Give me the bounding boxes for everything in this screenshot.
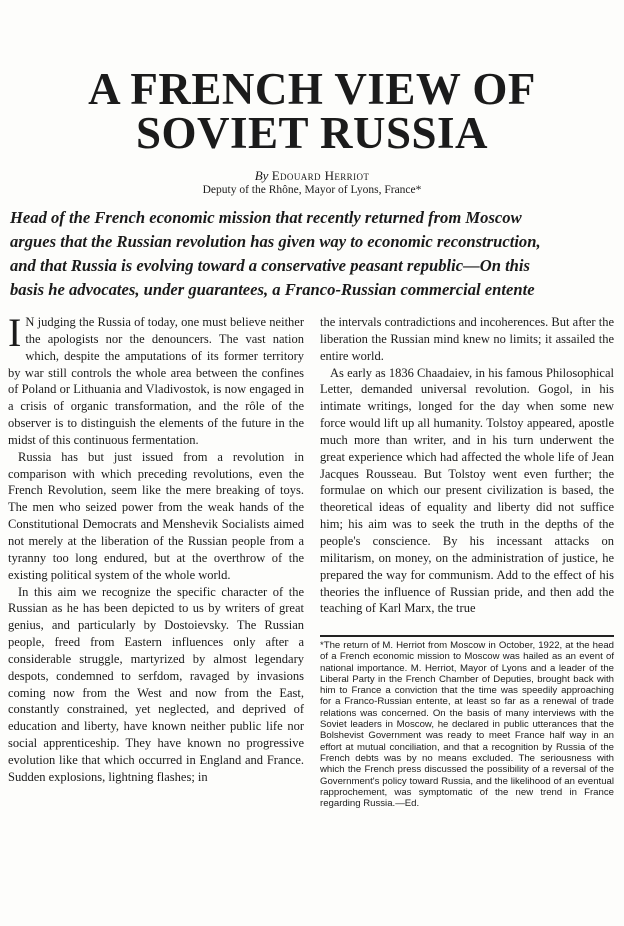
byline (0, 168, 624, 184)
article-title-line-2: SOVIET RUSSIA (135, 108, 489, 158)
deck-line: argues that the Russian revolution has given way to economic reconstruction, (10, 232, 541, 251)
author-affiliation: Deputy of the Rhône, Mayor of Lyons, France* (202, 184, 422, 196)
drop-cap: I (8, 310, 22, 355)
body-paragraph: In this aim we recognize the specific character of the Russian as he has been depicted to us by writers of great genius, and particularly by Dostoievsky. The Russian people, freed from Eastern influences only after a considerable struggle, martyrized by almost legendary despots, condemned to serfdom, ravaged by invasions coming now from the West and now from the East, constantly constrained, yet neglected, and deprived of education and liberty, have known neither public life nor social apprenticeship. They have known no progressive evolution like that which occurred in England and France. Sudden explosions, lightning flashes; in (8, 584, 304, 784)
body-paragraph: As early as 1836 Chaadaiev, in his famous Philosophical Letter, demanded universal revolution. Gogol, in his intimate writings, longed for the day when some new force would lift up all humanity. Tolstoy appeared, apostle much more than writer, and in his turn underwent the great experience which had affected the whole life of Jean Jacques Rousseau. But Tolstoy went even further; the formulae on which our present civilization is based, the theoretical ideas of equality and liberty did not suffice him; his aim was to seek the truth in the depths of the people's conscience. By his incessant attacks on militarism, on money, on the administration of justice, he prepared the way for communism. Add to the effect of his theories the influence of Russian pride, and then add the teaching of Karl Marx, the true (320, 365, 614, 616)
body-paragraph: the intervals contradictions and incoherences. But after the liberation the Russian mind knew no limits; it assailed the entire world. (320, 315, 614, 363)
paragraph-text: N judging the Russia of today, one must believe neither the apologists nor the denouncers. The vast nation which, despite the amputations of its former territory by war still controls the whole area between the confines of Poland or Lithuania and Vladivostok, is now engaged in a crisis of organic transformation, and the rôle of the observer is to distinguish the elements of the future in the midst of this continuous fermentation. (8, 315, 304, 447)
footnote-divider (320, 635, 614, 637)
deck-line: basis he advocates, under guarantees, a Franco-Russian commercial entente (10, 280, 535, 299)
article-deck (10, 206, 614, 302)
author-name: Edouard Herriot (271, 168, 370, 183)
deck-line: and that Russia is evolving toward a conservative peasant republic—On this (10, 256, 530, 275)
body-paragraph (8, 310, 304, 449)
article-title-line-1: A FRENCH VIEW OF (88, 64, 536, 114)
editor-footnote: *The return of M. Herriot from Moscow in October, 1922, at the head of a French economic mission to Moscow was hailed as an event of national importance. M. Herriot, Mayor of Lyons and a leader of the Liberal Party in the French Chamber of Deputies, brought back with him to France a conviction that the time was speedily approaching for a Franco-Russian entente, at least so far as a renewal of trade relations was concerned. On the basis of many interviews with the Soviet leaders in Moscow, he declared in public utterances that the Bolshevist Government was ready to meet France half way in an effort at mutual conciliation, and that a recognition by Russia of the French debts was by no means excluded. The seriousness with which the French press discussed the possibility of a reversal of the Government's policy toward Russia, and the likelihood of an eventual rapprochement, was symptomatic of the new trend in France regarding Russia.—Ed. (320, 640, 614, 810)
body-paragraph: Russia has but just issued from a revolution in comparison with which preceding revolutions, even the French Revolution, seem like the mere breaking of toys. The men who seized power from the weak hands of the Constitutional Democrats and Menshevik Socialists aimed not merely at the liberation of the Russian people from a tyranny too long endured, but at the overthrow of the existing political system of the whole world. (8, 449, 304, 582)
right-column (320, 314, 614, 617)
byline-prefix: By (254, 168, 269, 183)
deck-line: Head of the French economic mission that recently returned from Moscow (10, 208, 522, 227)
left-column (8, 310, 304, 786)
